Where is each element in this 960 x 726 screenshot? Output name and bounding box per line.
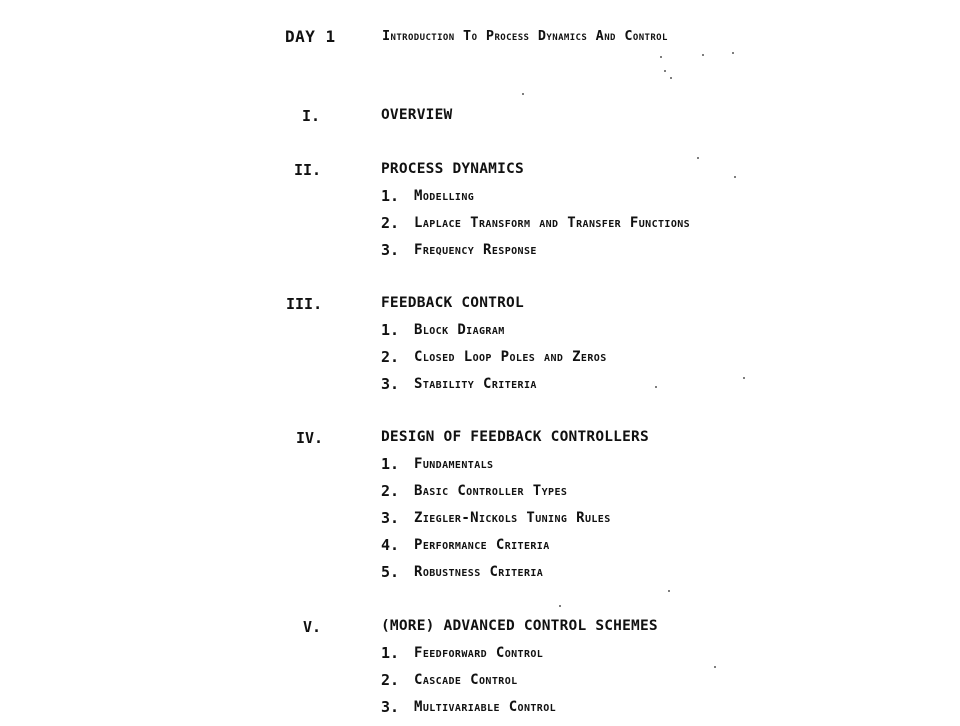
scan-speck — [655, 386, 657, 388]
item-text: Ziegler-Nickols Tuning Rules — [414, 510, 611, 526]
item-number: 2. — [381, 214, 400, 232]
day-label: DAY 1 — [285, 27, 336, 46]
item-number: 3. — [381, 375, 400, 393]
topic-list — [381, 456, 611, 591]
item-text: Performance Criteria — [414, 537, 550, 553]
section-numeral: V. — [303, 618, 322, 636]
scan-speck — [702, 54, 704, 56]
list-item — [381, 242, 690, 269]
scan-speck — [668, 590, 670, 592]
list-item — [381, 322, 607, 349]
item-number: 1. — [381, 187, 400, 205]
list-item — [381, 537, 611, 564]
item-text: Basic Controller Types — [414, 483, 568, 499]
item-text: Laplace Transform and Transfer Functions — [414, 215, 691, 231]
list-item — [381, 645, 556, 672]
scan-speck — [559, 605, 561, 607]
section-title: PROCESS DYNAMICS — [381, 161, 524, 177]
section-numeral: II. — [294, 161, 322, 179]
section-numeral: I. — [302, 107, 321, 125]
section-numeral: III. — [286, 295, 323, 313]
section-title: OVERVIEW — [381, 107, 453, 123]
topic-list — [381, 322, 607, 403]
item-text: Robustness Criteria — [414, 564, 544, 580]
section-title: DESIGN OF FEEDBACK CONTROLLERS — [381, 429, 649, 445]
item-number: 5. — [381, 563, 400, 581]
scan-speck — [734, 176, 736, 178]
scan-speck — [522, 93, 524, 95]
scan-speck — [670, 77, 672, 79]
document-title: Introduction To Process Dynamics And Control — [382, 28, 668, 44]
item-number: 2. — [381, 348, 400, 366]
scan-speck — [664, 70, 666, 72]
section-title: FEEDBACK CONTROL — [381, 295, 524, 311]
list-item — [381, 215, 690, 242]
list-item — [381, 456, 611, 483]
list-item — [381, 699, 556, 726]
item-number: 3. — [381, 698, 400, 716]
list-item — [381, 188, 690, 215]
list-item — [381, 672, 556, 699]
item-text: Closed Loop Poles and Zeros — [414, 349, 607, 365]
scan-speck — [660, 56, 662, 58]
item-number: 1. — [381, 455, 400, 473]
section-numeral: IV. — [296, 429, 324, 447]
list-item — [381, 376, 607, 403]
topic-list — [381, 645, 556, 726]
item-text: Block Diagram — [414, 322, 505, 338]
item-number: 2. — [381, 671, 400, 689]
item-text: Cascade Control — [414, 672, 518, 688]
item-number: 2. — [381, 482, 400, 500]
item-number: 4. — [381, 536, 400, 554]
item-number: 1. — [381, 321, 400, 339]
list-item — [381, 510, 611, 537]
scan-speck — [743, 377, 745, 379]
item-number: 3. — [381, 241, 400, 259]
scan-speck — [697, 157, 699, 159]
item-text: Modelling — [414, 188, 475, 204]
item-text: Feedforward Control — [414, 645, 544, 661]
item-number: 3. — [381, 509, 400, 527]
scan-speck — [714, 666, 716, 668]
list-item — [381, 349, 607, 376]
item-number: 1. — [381, 644, 400, 662]
scan-speck — [732, 52, 734, 54]
topic-list — [381, 188, 690, 269]
item-text: Multivariable Control — [414, 699, 557, 715]
item-text: Fundamentals — [414, 456, 494, 472]
item-text: Stability Criteria — [414, 376, 537, 392]
list-item — [381, 564, 611, 591]
section-title: (MORE) ADVANCED CONTROL SCHEMES — [381, 618, 658, 634]
list-item — [381, 483, 611, 510]
item-text: Frequency Response — [414, 242, 537, 258]
